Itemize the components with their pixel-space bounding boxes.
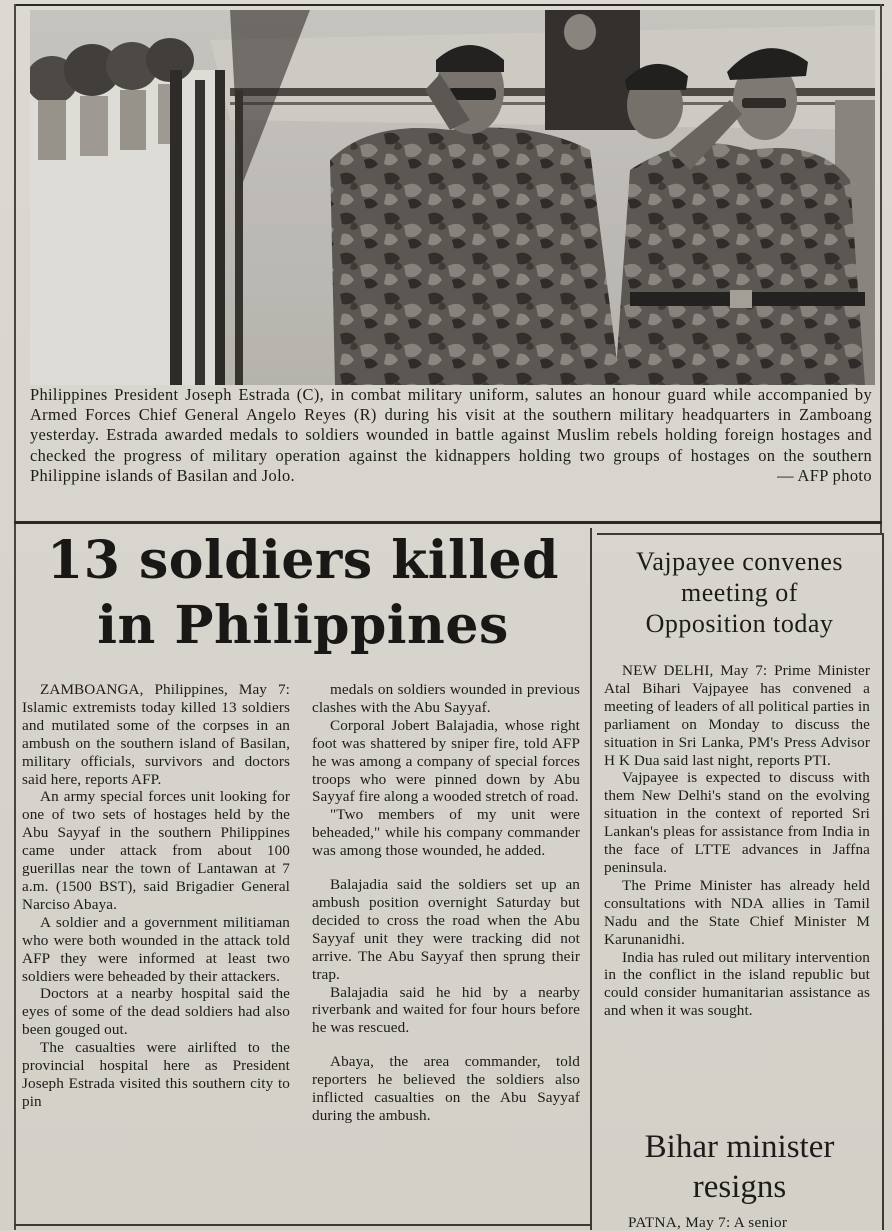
sidebar-headline-line-3: Opposition today [645,609,834,638]
section-divider [14,521,882,524]
paragraph: NEW DELHI, May 7: Prime Minister Atal Bihari Vajpayee has convened a meeting of leaders of all political parties in parliament on Monday to discuss the situation in Sri Lanka, PM's Press Advisor H K Dua said last night, reports PTI. [604,662,870,769]
caption-text: Philippines President Joseph Estrada (C), in combat military uniform, salutes an honour guard while accompanied by Armed Forces Chief General Angelo Reyes (R) during his visit at the southern military headquarters in Zamboang yesterday. Estrada awarded medals to soldiers wounded in battle against Muslim rebels holding foreign hostages and checked the progress of military operation against the kidnappers holding two groups of hostages on the southern Philippine islands of Basilan and Jolo. [30,385,872,485]
paragraph: Corporal Jobert Balajadia, whose right foot was shattered by sniper fire, told AFP he was among a company of special forces troops who were pinned down by Abu Sayyaf fire along a wooded stretch of road. [312,716,580,806]
sidebar-headline-bihar [597,1127,882,1207]
paragraph: Balajadia said the soldiers set up an ambush position overnight Saturday but decided to cross the road when the Abu Sayyaf unit they were tracking did not arrive. The Abu Sayyaf then sprung their trap. [312,876,580,983]
paragraph: The casualties were airlifted to the provincial hospital here as President Joseph Estrada visited this southern city to pin [22,1039,290,1110]
paragraph: An army special forces unit looking for one of two sets of hostages held by the Abu Sayyaf in the southern Philippines came under attack from about 100 guerillas near the town of Lantawan at 7 a.m. (1500 BST), said Brigadier General Narciso Abaya. [22,788,290,913]
photo-credit: — AFP photo [777,465,872,485]
column-divider [590,528,592,1230]
sidebar-box-right-rule [882,533,884,1230]
paragraph: medals on soldiers wounded in previous clashes with the Abu Sayyaf. [312,681,580,716]
photo-illustration [30,10,875,385]
paragraph: Vajpayee is expected to discuss with them New Delhi's stand on the evolving situation in the context of reported Sri Lankan's pleas for assistance from India in the face of LTTE advances in Jaffna peninsula. [604,769,870,876]
paragraph: A soldier and a government militiaman who were both wounded in the attack told AFP they were informed at least two soldiers were beheaded by their attackers. [22,913,290,985]
sidebar-story-vajpayee [604,662,870,1020]
paragraph: Doctors at a nearby hospital said the eyes of some of the dead soldiers had also been gouged out. [22,985,290,1039]
paragraph: ZAMBOANGA, Philippines, May 7: Islamic extremists today killed 13 soldiers and mutilated some of the corpses in an ambush on the southern island of Basilan, military officials, survivors and doctors said here, reports AFP. [22,681,290,788]
paragraph: Balajadia said he hid by a nearby riverbank and waited for four hours before he was rescued. [312,983,580,1037]
right-frame-rule [880,4,882,534]
sidebar-headline-line-2: meeting of [681,578,798,607]
bihar-headline-line-2: resigns [692,1169,787,1205]
paragraph: Abaya, the area commander, told reporters he believed the soldiers also inflicted casualties on the Abu Sayyaf during the ambush. [312,1053,580,1124]
photo-caption [30,385,872,486]
sidebar-box-top-rule [597,533,882,535]
bihar-headline-line-1: Bihar minister [644,1129,835,1165]
paragraph: "Two members of my unit were beheaded," while his company commander was among those wounded, he added. [312,806,580,860]
paragraph: India has ruled out military intervention in the conflict in the island republic but could consider humanitarian assistance as and when it was sought. [604,948,870,1020]
news-photo [30,10,875,385]
main-headline-line-2: in Philippines [97,595,509,656]
main-story-column-1 [22,681,290,1111]
bihar-story-dateline: PATNA, May 7: A senior [628,1214,788,1231]
main-headline [18,528,588,658]
left-frame-rule [14,4,16,1230]
sidebar-headline-vajpayee [597,546,882,639]
top-rule [14,4,884,6]
sidebar-headline-line-1: Vajpayee convenes [635,547,844,576]
main-headline-line-1: 13 soldiers killed [47,530,559,591]
main-story-column-2 [312,681,580,1125]
paragraph: The Prime Minister has already held consultations with NDA allies in Tamil Nadu and the State Chief Minister M Karunanidhi. [604,876,870,948]
bottom-rule [14,1224,590,1226]
